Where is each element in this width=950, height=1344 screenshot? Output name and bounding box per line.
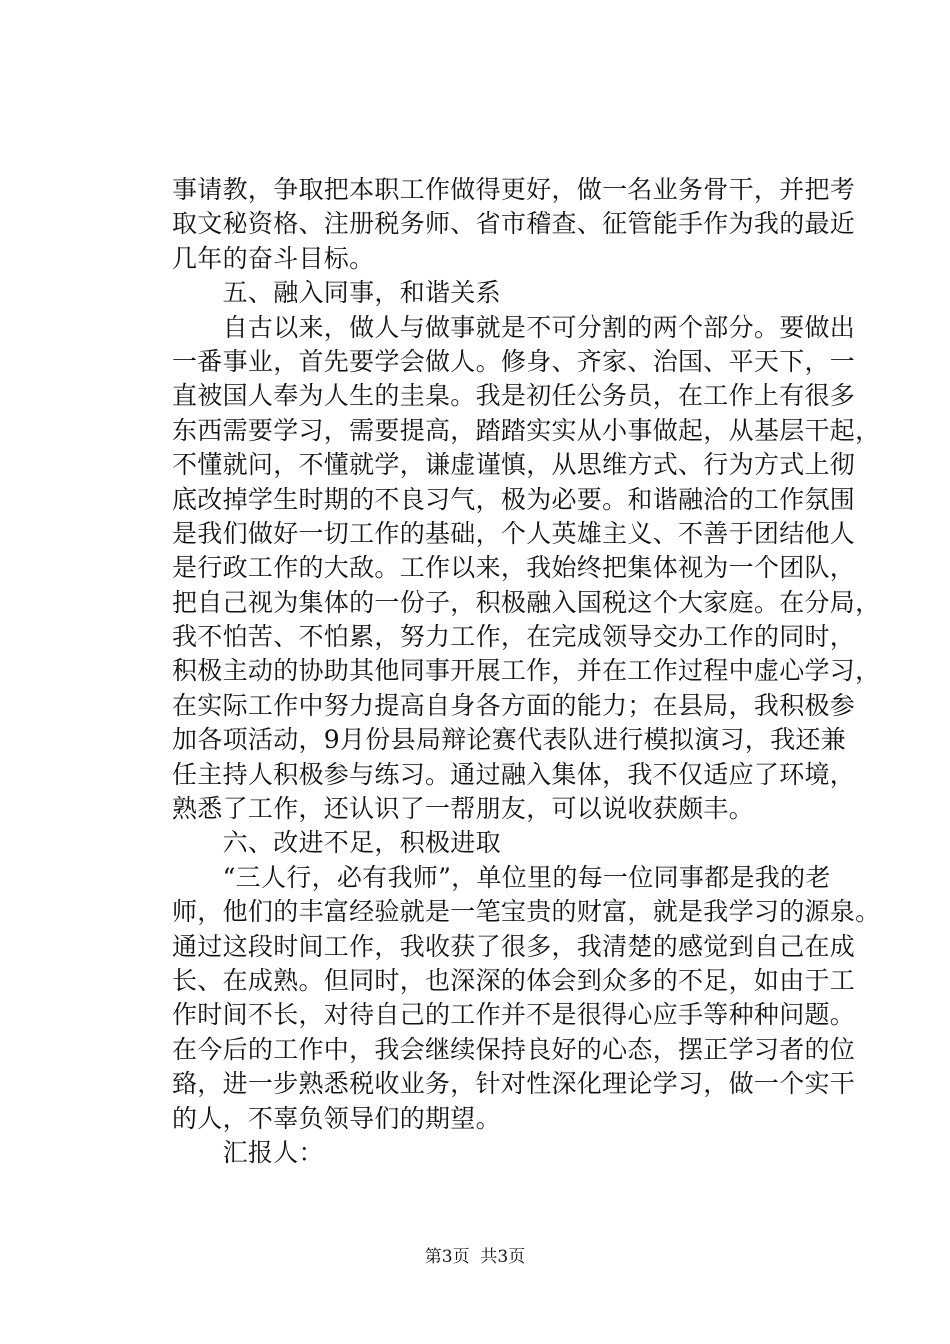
page-footer — [0, 1246, 950, 1268]
body-line: 在实际工作中努力提高自身各方面的能力；在县局，我积极参 — [172, 690, 856, 720]
body-line: 在今后的工作中，我会继续保持良好的心态，摆正学习者的位 — [172, 1034, 856, 1064]
body-line: 几年的奋斗目标。 — [172, 243, 375, 273]
body-line: 加各项活动，9月份县局辩论赛代表队进行模拟演习，我还兼 — [172, 725, 847, 755]
page-total: 共3页 — [480, 1247, 526, 1267]
body-line: 不懂就问，不懂就学，谦虚谨慎，从思维方式、行为方式上彻 — [172, 450, 856, 480]
document-body — [172, 173, 881, 1170]
body-line: 通过这段时间工作，我收获了很多，我清楚的感觉到自己在成 — [172, 931, 856, 961]
body-line: 底改掉学生时期的不良习气，极为必要。和谐融洽的工作氛围 — [172, 484, 856, 514]
body-line: 一番事业，首先要学会做人。修身、齐家、治国、平天下，一 — [172, 346, 856, 376]
body-line: 直被国人奉为人生的圭臬。我是初任公务员，在工作上有很多 — [172, 381, 856, 411]
body-line: 是我们做好一切工作的基础，个人英雄主义、不善于团结他人 — [172, 518, 856, 548]
section-heading-5: 五、融入同事，和谐关系 — [172, 278, 501, 308]
body-line: 事请教，争取把本职工作做得更好，做一名业务骨干，并把考 — [172, 175, 856, 204]
body-line: “三人行，必有我师”，单位里的每一位同事都是我的老 — [172, 862, 831, 892]
body-line: 臵，进一步熟悉税收业务，针对性深化理论学习，做一个实干 — [172, 1069, 856, 1099]
reporter-signature-line: 汇报人： — [172, 1137, 324, 1167]
section-heading-6: 六、改进不足，积极进取 — [172, 828, 501, 858]
body-line: 取文秘资格、注册税务师、省市稽查、征管能手作为我的最近 — [172, 209, 856, 239]
body-line: 把自己视为集体的一份子，积极融入国税这个大家庭。在分局， — [172, 587, 881, 617]
body-line: 任主持人积极参与练习。通过融入集体，我不仅适应了环境， — [172, 759, 856, 789]
body-line: 我不怕苦、不怕累，努力工作，在完成领导交办工作的同时， — [172, 622, 856, 652]
body-line: 熟悉了工作，还认识了一帮朋友，可以说收获颇丰。 — [172, 794, 754, 824]
body-line: 作时间不长，对待自己的工作并不是很得心应手等种种问题。 — [172, 1000, 856, 1030]
body-line: 师，他们的丰富经验就是一笔宝贵的财富，就是我学习的源泉。 — [172, 897, 881, 927]
body-line: 长、在成熟。但同时，也深深的体会到众多的不足，如由于工 — [172, 965, 856, 995]
body-line: 东西需要学习，需要提高，踏踏实实从小事做起，从基层干起， — [172, 415, 881, 445]
body-line: 的人，不辜负领导们的期望。 — [172, 1103, 501, 1133]
body-line: 是行政工作的大敌。工作以来，我始终把集体视为一个团队， — [172, 553, 856, 583]
body-line: 积极主动的协助其他同事开展工作，并在工作过程中虚心学习， — [172, 656, 881, 686]
body-line: 自古以来，做人与做事就是不可分割的两个部分。要做出 — [172, 312, 856, 342]
page-number: 第3页 — [424, 1247, 470, 1267]
